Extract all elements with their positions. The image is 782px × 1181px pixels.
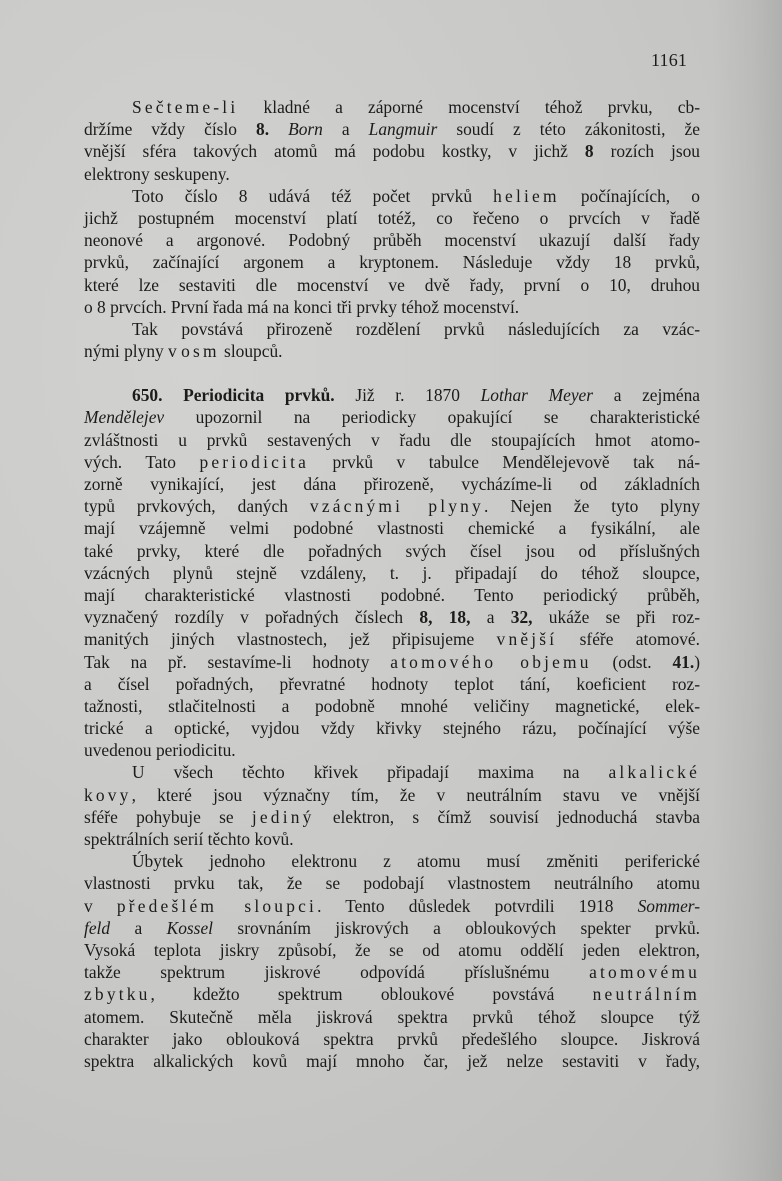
- text-run: které lze sestaviti dle mocenství ve dvě řady, první o 10, druhou: [84, 274, 700, 295]
- emphasized-spaced-text: neutrálním: [592, 984, 700, 1005]
- text-run: prvků, začínající argonem a kryptonem. Následuje vždy 18 prvků,: [84, 252, 700, 273]
- emphasized-spaced-text: vnější: [496, 629, 558, 650]
- italic-name: Born: [288, 119, 323, 140]
- text-run: spektra alkalických kovů mají mnoho čar, jež nelze sestaviti v řady,: [84, 1050, 700, 1071]
- text-line: [84, 118, 700, 140]
- text-run: sféře pohybuje se: [84, 806, 252, 827]
- text-run: Úbytek jednoho elektronu z atomu musí změniti periferické: [132, 851, 700, 872]
- text-run: vyznačený rozdíly v pořadných číslech: [84, 607, 420, 628]
- emphasized-spaced-text: jediný: [251, 806, 315, 827]
- text-run: . Nejen že tyto plyny: [483, 496, 700, 517]
- text-run: Tak povstává přirozeně rozdělení prvků následujících za vzác-: [132, 318, 700, 339]
- text-run: , které jsou význačny tím, že v neutrálním stavu ve vnější: [131, 784, 700, 805]
- text-run: soudí z této zákonitosti, že: [437, 119, 700, 140]
- text-line: [84, 340, 700, 362]
- text-run: Již r. 1870: [334, 385, 481, 406]
- text-line: [84, 406, 700, 428]
- text-run: nými plyny v: [84, 341, 182, 362]
- text-line: [84, 695, 700, 717]
- text-run: vnější sféra takových atomů má podobu kostky, v jichž: [84, 141, 585, 162]
- text-run: spektrálních serií těchto kovů.: [84, 829, 294, 849]
- text-line: [84, 673, 700, 695]
- text-line: [84, 562, 700, 584]
- text-run: [269, 119, 288, 139]
- text-line: [84, 828, 700, 850]
- text-line: [84, 274, 700, 296]
- bold-text: 650. Periodicita prvků.: [132, 385, 335, 406]
- text-run: takže spektrum jiskrové odpovídá příslušnému: [84, 962, 590, 983]
- bold-text: 41.: [672, 651, 695, 672]
- text-run: charakter jako oblouková spektra prvků předešlého sloupce. Jiskrová: [84, 1028, 700, 1049]
- emphasized-spaced-text: heliem: [493, 185, 560, 206]
- page-edge-shadow: [712, 0, 782, 1181]
- text-line: [84, 1006, 700, 1028]
- text-run: vzácných plynů stejně vzdáleny, t. j. připadají do téhož sloupce,: [84, 562, 700, 583]
- text-line: [84, 163, 700, 185]
- text-run: U všech těchto křivek připadají maxima na: [132, 762, 609, 783]
- text-run: . Tento důsledek potvrdili 1918: [317, 895, 638, 916]
- text-run: počínajících, o: [559, 185, 700, 206]
- text-run: jichž postupném mocenství platí totéž, co řečeno o prvcích v řadě: [84, 207, 700, 228]
- text-run: (odst.: [591, 651, 673, 672]
- text-run: mají charakteristické vlastnosti podobné. Tento periodický průběh,: [84, 584, 700, 605]
- text-run: neonové a argonové. Podobný průběh mocenství ukazují další řady: [84, 230, 700, 251]
- text-run: rozích jsou: [593, 141, 700, 162]
- text-line: [84, 872, 700, 894]
- text-line: [84, 606, 700, 628]
- text-line: [84, 584, 700, 606]
- emphasized-spaced-text: Sečteme-li: [132, 97, 239, 117]
- text-run: zorně vynikající, jest dána přirozeně, vycházíme-li od základních: [84, 474, 700, 494]
- text-line: [84, 451, 700, 473]
- text-run: a zejména: [593, 385, 700, 406]
- emphasized-spaced-text: kovy: [84, 784, 132, 805]
- text-line: [84, 517, 700, 539]
- text-line: [84, 739, 700, 761]
- bold-text: 8.: [256, 119, 270, 140]
- text-run: Tak na př. sestavíme-li hodnoty: [84, 651, 391, 672]
- emphasized-spaced-text: alkalické: [608, 762, 700, 783]
- emphasized-spaced-text: předešlém sloupci: [116, 895, 318, 916]
- text-run: trické a optické, vyjdou vždy křivky stejného rázu, počínající výše: [84, 718, 700, 739]
- text-line: [84, 429, 700, 451]
- emphasized-spaced-text: osm: [181, 341, 220, 362]
- italic-name: Langmuir: [368, 119, 438, 140]
- text-line: [84, 185, 700, 207]
- bold-text: 8: [584, 141, 594, 162]
- text-run: kladné a záporné mocenství téhož prvku, cb-: [238, 97, 700, 117]
- emphasized-spaced-text: vzácnými plyny: [309, 496, 484, 517]
- text-line: [84, 473, 700, 495]
- text-run: uvedenou periodicitu.: [84, 740, 236, 761]
- text-run: upozornil na periodicky opakující se charakteristické: [164, 407, 700, 428]
- text-run: typů prvkových, daných: [84, 496, 310, 517]
- text-line: [84, 939, 700, 961]
- text-run: také prvky, které dle pořadných svých čísel jsou od příslušných: [84, 540, 700, 561]
- text-run: , kdežto spektrum obloukové povstává: [150, 984, 593, 1005]
- text-line: [84, 96, 700, 118]
- text-run: v: [84, 895, 117, 916]
- text-run: a čísel pořadných, převratné hodnoty teplot tání, koeficient roz-: [84, 673, 700, 694]
- emphasized-spaced-text: atomovému: [589, 962, 700, 983]
- text-run: tažnosti, stlačitelnosti a podobně mnohé veličiny magnetické, elek-: [84, 695, 700, 716]
- italic-name: Kossel: [166, 917, 214, 938]
- text-line: [84, 540, 700, 562]
- text-run: elektron, s čímž souvisí jednoduchá stavba: [314, 806, 700, 827]
- italic-name: Lothar Meyer: [480, 385, 594, 406]
- text-line: [84, 761, 700, 783]
- text-line: [84, 628, 700, 650]
- italic-name: Mendělejev: [84, 407, 165, 428]
- italic-name: feld: [84, 917, 111, 938]
- text-line: [84, 318, 700, 340]
- text-run: ukáže se při roz-: [532, 607, 700, 628]
- text-line: [84, 917, 700, 939]
- text-line: [84, 806, 700, 828]
- text-run: a: [322, 119, 369, 140]
- text-run: srovnáním jiskrových a obloukových spekter prvků.: [213, 917, 700, 938]
- body-text: [84, 96, 700, 1072]
- text-run: sloupců.: [219, 341, 283, 362]
- emphasized-spaced-text: periodicita: [199, 451, 310, 472]
- text-line: [84, 961, 700, 983]
- text-run: ): [694, 651, 701, 672]
- text-line: [84, 895, 700, 917]
- text-run: prvků v tabulce Mendělejevově tak ná-: [309, 451, 701, 472]
- emphasized-spaced-text: atomového objemu: [390, 651, 592, 672]
- text-run: vlastnosti prvku tak, že se podobají vlastnostem neutrálního atomu: [84, 873, 700, 894]
- text-run: zvláštnosti u prvků sestavených v řadu dle stoupajících hmot atomo-: [84, 429, 700, 450]
- text-run: o 8 prvcích. První řada má na konci tři prvky téhož mocenství.: [84, 296, 520, 317]
- page-number: 1161: [651, 50, 688, 70]
- text-run: elektrony seskupeny.: [84, 163, 230, 184]
- text-run: držíme vždy číslo: [84, 119, 257, 140]
- bold-text: 32,: [510, 607, 533, 628]
- text-run: Toto číslo 8 udává též počet prvků: [132, 185, 494, 206]
- text-run: a: [470, 607, 511, 628]
- italic-name: Sommer-: [637, 895, 701, 916]
- text-run: vých. Tato: [84, 451, 200, 472]
- section-gap: [84, 362, 700, 384]
- text-run: sféře atomové.: [557, 629, 700, 650]
- text-run: a: [110, 917, 167, 938]
- text-line: [84, 207, 700, 229]
- text-line: [84, 384, 700, 406]
- text-run: manitých jiných vlastnostech, jež připisujeme: [84, 629, 497, 650]
- text-run: Vysoká teplota jiskry způsobí, že se od atomu oddělí jeden elektron,: [84, 939, 700, 960]
- text-line: [84, 251, 700, 273]
- text-line: [84, 651, 700, 673]
- emphasized-spaced-text: zbytku: [84, 984, 151, 1005]
- text-run: mají vzájemně velmi podobné vlastnosti chemické a fysikální, ale: [84, 518, 700, 539]
- text-line: [84, 717, 700, 739]
- text-line: [84, 850, 700, 872]
- text-line: [84, 296, 700, 318]
- text-line: [84, 1028, 700, 1050]
- bold-text: 8, 18,: [419, 607, 471, 628]
- text-line: [84, 229, 700, 251]
- text-line: [84, 784, 700, 806]
- text-run: atomem. Skutečně měla jiskrová spektra prvků téhož sloupce týž: [84, 1006, 700, 1027]
- text-line: [84, 140, 700, 162]
- text-line: [84, 983, 700, 1005]
- text-line: [84, 1050, 700, 1072]
- text-line: [84, 495, 700, 517]
